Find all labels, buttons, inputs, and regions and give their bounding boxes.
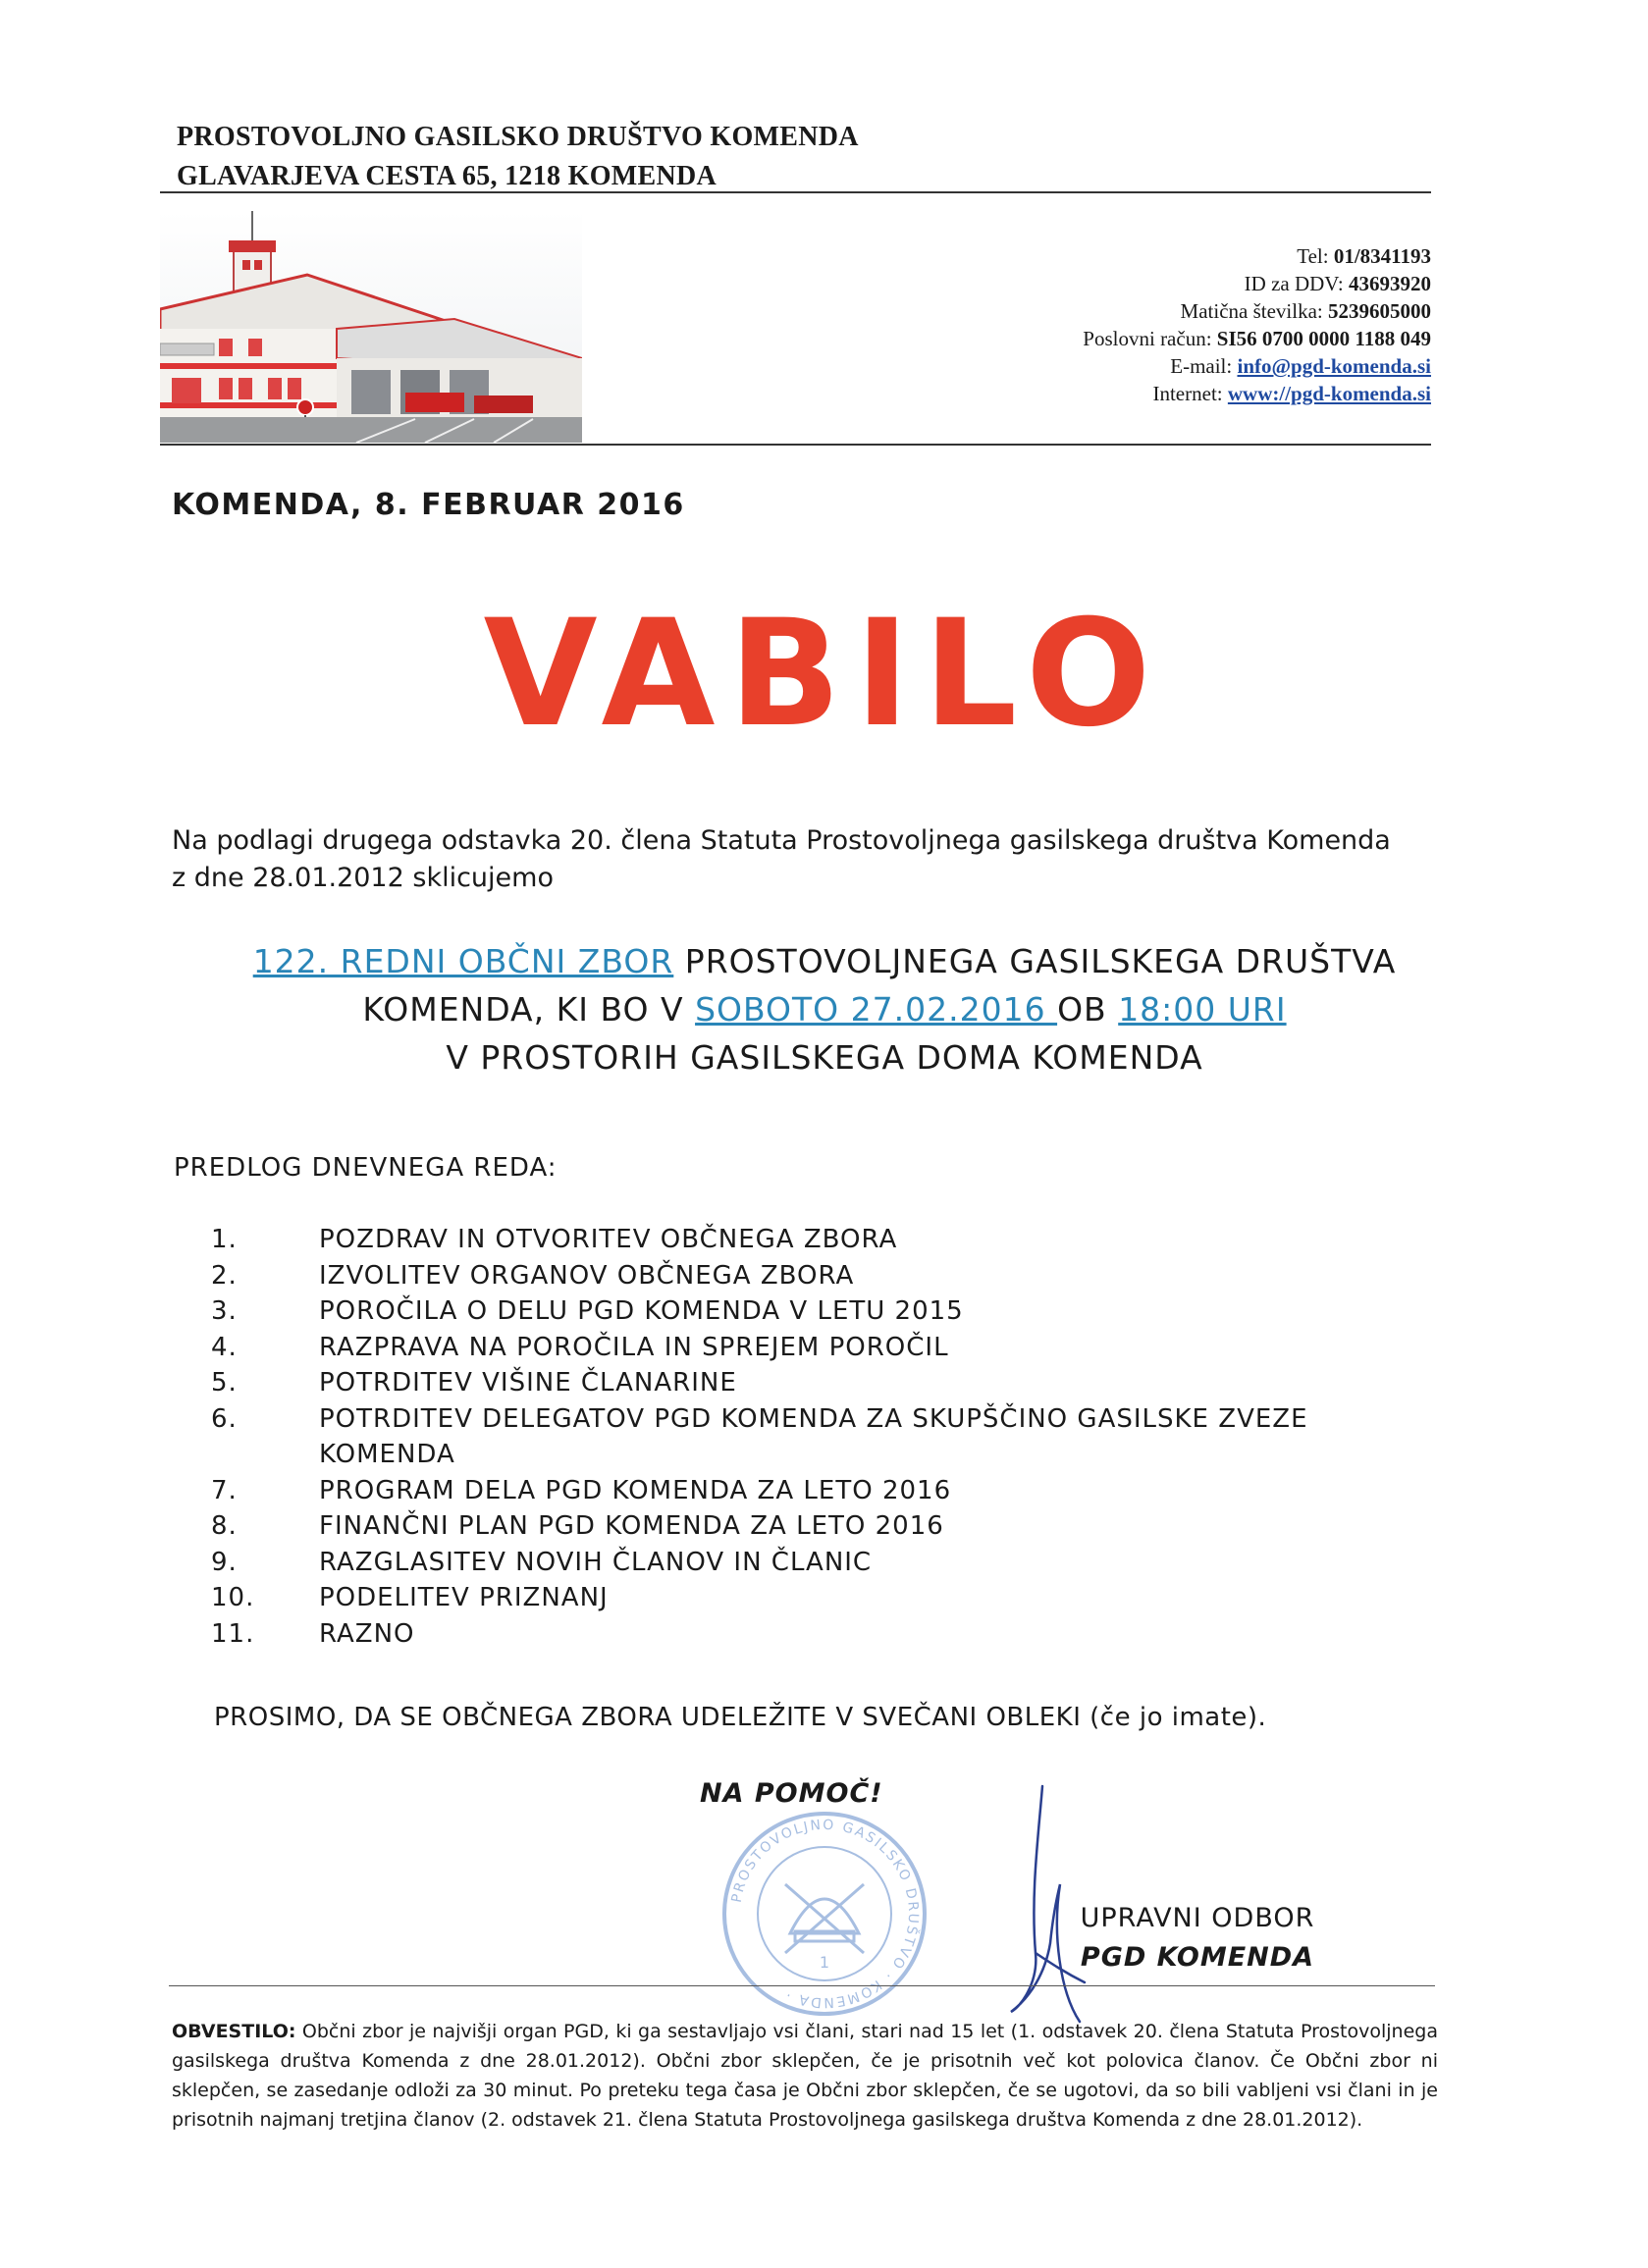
footer-notice	[172, 2017, 1438, 2135]
org-address: GLAVARJEVA CESTA 65, 1218 KOMENDA	[177, 161, 718, 191]
footer-text: Občni zbor je najvišji organ PGD, ki ga sestavljajo vsi člani, stari nad 15 let (1. odstavek 20. člena Statuta Prostovoljnega gasilskega društva Komenda z dne 28.01.2012). Občni zbor sklepčen, če je prisotnih več kot polovica članov. Če Občni zbor ni sklepčen, se zasedanje odloži za 30 minut. Po preteku tega časa je Občni zbor sklepčen, če se ugotovi, da so bili vabljeni vsi člani in je prisotnih najmanj tretjina članov (2. odstavek 21. člena Statuta Prostovoljnega gasilskega društva Komenda z dne 28.01.2012).	[172, 2021, 1438, 2131]
contact-account: Poslovni račun: SI56 0700 0000 1188 049	[1083, 327, 1431, 350]
society-stamp	[717, 1806, 932, 2022]
assembly-line-3: V PROSTORIH GASILSKEGA DOMA KOMENDA	[446, 1038, 1203, 1077]
assembly-time: 18:00 URI	[1118, 990, 1287, 1029]
letter-date: KOMENDA, 8. FEBRUAR 2016	[172, 488, 685, 522]
agenda-item: 3. POROČILA O DELU PGD KOMENDA V LETU 2015	[211, 1296, 964, 1326]
agenda-item: 6. POTRDITEV DELEGATOV PGD KOMENDA ZA SKUPŠČINO GASILSKE ZVEZE KOMENDA	[211, 1403, 1308, 1469]
org-name: PROSTOVOLJNO GASILSKO DRUŠTVO KOMENDA	[177, 122, 859, 152]
assembly-day: SOBOTO 27.02.2016	[695, 990, 1058, 1029]
assembly-line-1: 122. REDNI OBČNI ZBOR PROSTOVOLJNEGA GASILSKEGA DRUŠTVA	[252, 942, 1397, 980]
header-bottom-rule	[160, 444, 1431, 446]
contact-web: Internet: www://pgd-komenda.si	[1152, 382, 1431, 405]
agenda-item: 7. PROGRAM DELA PGD KOMENDA ZA LETO 2016	[211, 1475, 952, 1505]
board-line-2: PGD KOMENDA	[1080, 1942, 1315, 1973]
intro-line-2: z dne 28.01.2012 sklicujemo	[172, 863, 554, 893]
agenda-list	[211, 1222, 1389, 1652]
fire-station-photo	[160, 211, 582, 443]
contact-email: E-mail: info@pgd-komenda.si	[1170, 354, 1431, 378]
agenda-item: 9. RAZGLASITEV NOVIH ČLANOV IN ČLANIC	[211, 1547, 873, 1577]
svg-text:PROSTOVOLJNO GASILSKO DRUŠTVO: PROSTOVOLJNO GASILSKO DRUŠTVO · KOMENDA ·	[728, 1817, 922, 2011]
agenda-item: 5. POTRDITEV VIŠINE ČLANARINE	[211, 1368, 737, 1398]
contact-tel: Tel: 01/8341193	[1297, 244, 1431, 268]
header-rule	[160, 191, 1431, 193]
intro-text	[172, 822, 1391, 897]
footer-label: OBVESTILO:	[172, 2021, 296, 2042]
assembly-number: 122. REDNI OBČNI ZBOR	[252, 942, 674, 980]
page-title: VABILO	[483, 589, 1165, 760]
assembly-line-2: KOMENDA, KI BO V SOBOTO 27.02.2016 OB 18:00 URI	[362, 990, 1287, 1029]
board-line-1: UPRAVNI ODBOR	[1080, 1903, 1315, 1933]
agenda-item: 10. PODELITEV PRIZNANJ	[211, 1583, 609, 1612]
greeting: NA POMOČ!	[700, 1778, 883, 1809]
board-signature	[1070, 1899, 1325, 1978]
agenda-heading: PREDLOG DNEVNEGA REDA:	[174, 1153, 558, 1183]
contact-vat: ID za DDV: 43693920	[1244, 272, 1431, 295]
footer-rule	[169, 1985, 1435, 1986]
assembly-announcement	[147, 937, 1502, 1081]
contact-reg: Matična številka: 5239605000	[1180, 299, 1431, 323]
website-link[interactable]: www://pgd-komenda.si	[1227, 382, 1431, 405]
agenda-item: 11. RAZNO	[211, 1618, 415, 1649]
intro-line-1: Na podlagi drugega odstavka 20. člena Statuta Prostovoljnega gasilskega društva Komenda	[172, 825, 1391, 856]
agenda-item: 2. IZVOLITEV ORGANOV OBČNEGA ZBORA	[211, 1260, 855, 1291]
svg-text:1: 1	[819, 1953, 830, 1972]
contact-block	[883, 242, 1431, 407]
agenda-item: 1. POZDRAV IN OTVORITEV OBČNEGA ZBORA	[211, 1225, 898, 1254]
dress-note: PROSIMO, DA SE OBČNEGA ZBORA UDELEŽITE V SVEČANI OBLEKI (če jo imate).	[214, 1703, 1267, 1732]
agenda-item: 4. RAZPRAVA NA POROČILA IN SPREJEM POROČIL	[211, 1332, 949, 1362]
letterhead	[177, 118, 859, 196]
email-link[interactable]: info@pgd-komenda.si	[1237, 354, 1431, 378]
agenda-item: 8. FINANČNI PLAN PGD KOMENDA ZA LETO 2016	[211, 1511, 944, 1541]
